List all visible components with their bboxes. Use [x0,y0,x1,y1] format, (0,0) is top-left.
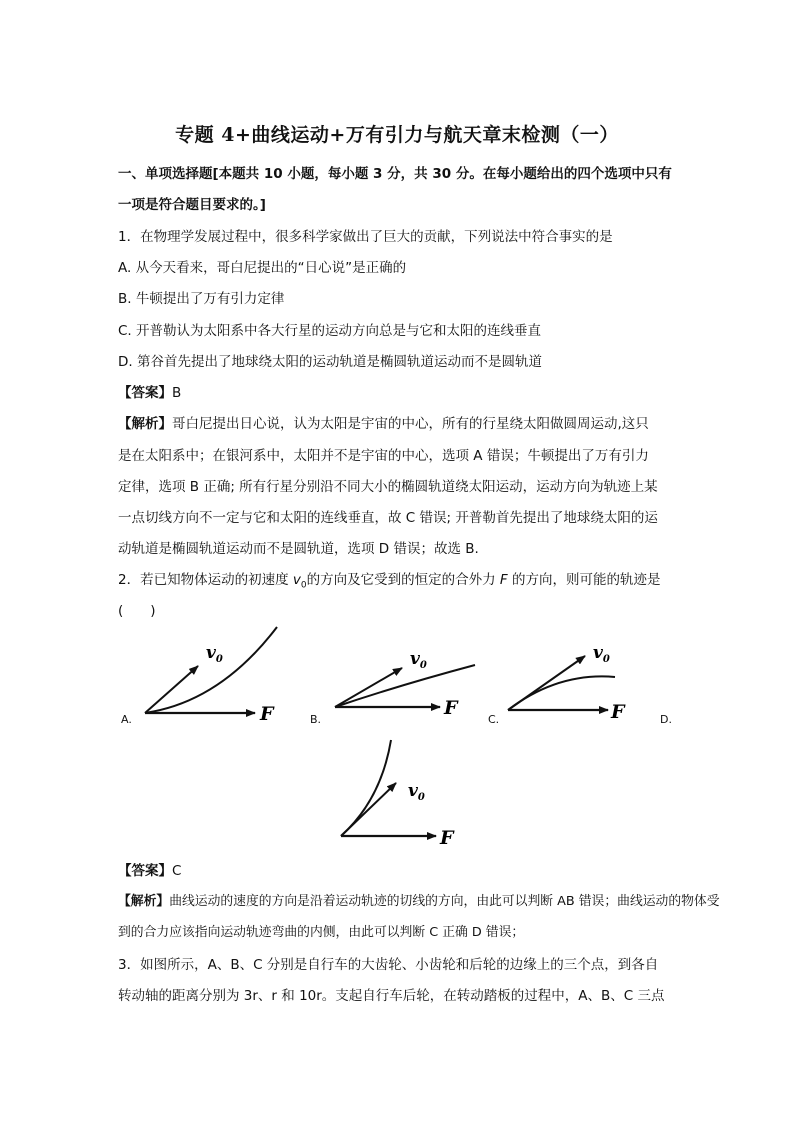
q2-analysis-line2: 到的合力应该指向运动轨迹弯曲的内侧，由此可以判断 C 正确 D 错误； [118,925,525,940]
q2-analysis-text-1: 曲线运动的速度的方向是沿着运动轨迹的切线的方向，由此可以判断 AB 错误；曲线运动的物体受 [169,894,720,909]
q1-option-d: D. 第谷首先提出了地球绕太阳的运动轨道是椭圆轨道运动而不是圆轨道 [118,354,542,370]
q2-answer [118,861,181,881]
figure-a [140,622,285,727]
v0-label: $v_0$ [206,643,223,665]
answer-tag: 【答案】 [118,385,172,401]
figure-label-d: D. [660,713,672,726]
figure-c [503,640,633,725]
q2-analysis-line1 [118,892,720,912]
q2-stem-part-a: 2．若已知物体运动的初速度 [118,572,293,588]
f-label: F [611,701,625,723]
page-title: 专题 4+曲线运动+万有引力与航天章末检测（一） [175,124,619,146]
q2-stem-part-c: 的方向，则可能的轨迹是 [507,572,661,588]
v0-subscript: 0 [300,580,307,591]
figure-label-a: A. [121,713,132,726]
v0-label: $v_0$ [408,781,425,803]
section-heading-line1: 一、单项选择题[本题共 10 小题，每小题 3 分，共 30 分。在每小题给出的四个选项中只有 [118,166,672,182]
f-label: F [440,827,454,849]
velocity-arrow [335,668,402,707]
analysis-tag: 【解析】 [118,894,170,909]
q1-analysis-line1 [118,414,649,434]
q1-stem: 1．在物理学发展过程中，很多科学家做出了巨大的贡献，下列说法中符合事实的是 [118,229,613,245]
f-label: F [260,703,274,725]
v0-symbol: v [292,572,301,588]
q1-analysis-line4: 一点切线方向不一定与它和太阳的连线垂直，故 C 错误; 开普勒首先提出了地球绕太阳的运 [118,510,658,526]
q3-line1: 3．如图所示，A、B、C 分别是自行车的大齿轮、小齿轮和后轮的边缘上的三个点，到各自 [118,957,659,973]
trajectory-curve [145,627,277,713]
f-label: F [444,697,458,719]
q2-stem [118,570,660,596]
q1-analysis-text-1: 哥白尼提出日心说，认为太阳是宇宙的中心，所有的行星绕太阳做圆周运动,这只 [172,416,649,432]
q1-option-c: C. 开普勒认为太阳系中各大行星的运动方向总是与它和太阳的连线垂直 [118,323,542,339]
q1-analysis-line3: 定律，选项 B 正确; 所有行星分别沿不同大小的椭圆轨道绕太阳运动，运动方向为轨迹上某 [118,479,658,495]
v0-label: $v_0$ [593,643,610,665]
figure-label-c: C. [488,713,500,726]
figure-label-b: B. [310,713,322,726]
q1-answer-value: B [172,385,182,401]
figure-d [336,738,466,850]
q1-option-a: A. 从今天看来，哥白尼提出的“日心说”是正确的 [118,260,407,276]
figure-b [330,640,480,725]
q2-stem-part-b: 的方向及它受到的恒定的合外力 [306,572,500,588]
analysis-tag: 【解析】 [118,416,172,432]
answer-tag: 【答案】 [118,863,172,879]
q2-answer-value: C [172,863,182,879]
q1-answer [118,383,181,403]
q1-option-b: B. 牛顿提出了万有引力定律 [118,291,285,307]
section-heading-line2: 一项是符合题目要求的。] [118,197,266,213]
f-symbol: F [499,572,508,588]
trajectory-curve [341,740,391,836]
trajectory-curve [508,676,615,710]
q1-analysis-line5: 动轨道是椭圆轨道运动而不是圆轨道，选项 D 错误；故选 B. [118,541,479,557]
q3-line2: 转动轴的距离分别为 3r、r 和 10r。支起自行车后轮，在转动踏板的过程中，A、B、C 三点 [118,988,665,1004]
v0-label: $v_0$ [410,649,427,671]
q2-paren: ( ) [118,603,156,619]
q1-analysis-line2: 是在太阳系中；在银河系中，太阳并不是宇宙的中心，选项 A 错误；牛顿提出了万有引力 [118,448,649,464]
